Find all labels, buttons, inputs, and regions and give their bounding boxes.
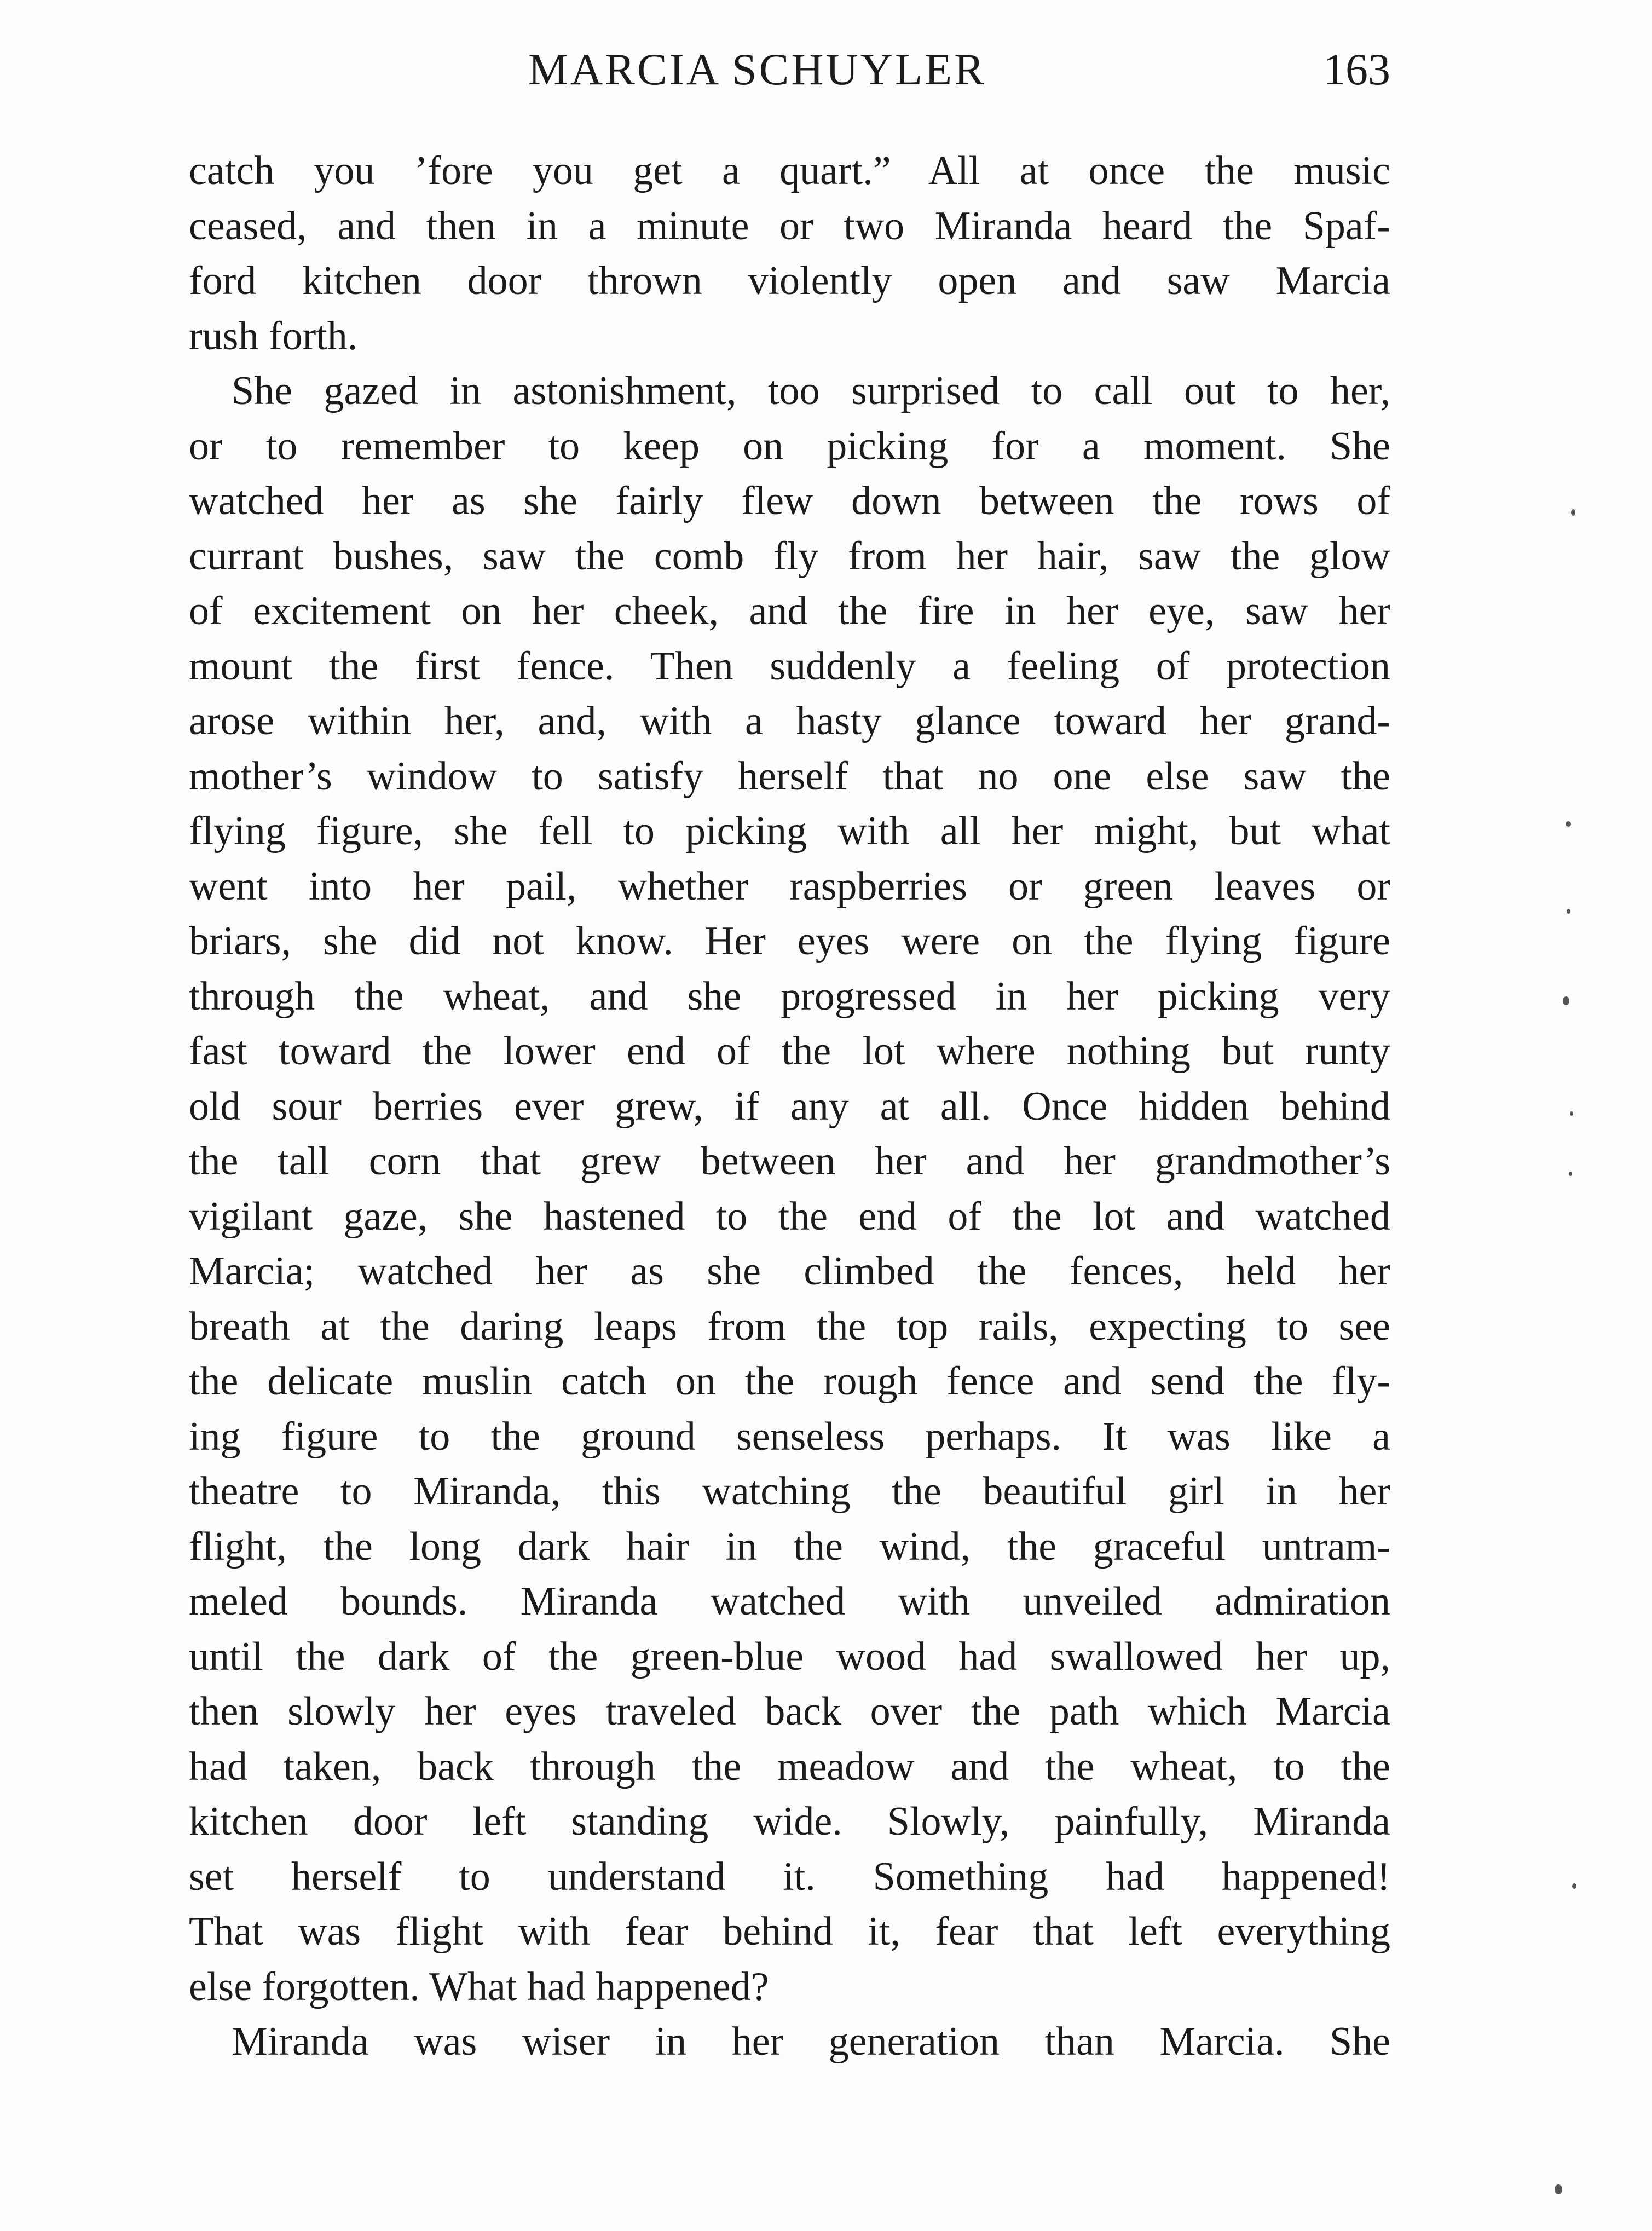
- scan-speck: [1572, 1883, 1576, 1889]
- text-line: had taken, back through the meadow and the wheat, to the: [189, 1744, 1390, 1789]
- text-line: briars, she did not know. Her eyes were on the flying figure: [189, 919, 1390, 964]
- text-line: the tall corn that grew between her and her grandmother’s: [189, 1139, 1390, 1184]
- text-line: catch you ’fore you get a quart.” All at once the music: [189, 148, 1390, 193]
- text-line: through the wheat, and she progressed in her picking very: [189, 973, 1390, 1019]
- text-line: the delicate muslin catch on the rough fence and send the fly-: [189, 1359, 1390, 1404]
- text-line: of excitement on her cheek, and the fire in her eye, saw her: [189, 589, 1390, 633]
- text-line: That was flight with fear behind it, fear that left everything: [189, 1909, 1390, 1954]
- text-line: arose within her, and, with a hasty glance toward her grand-: [189, 699, 1390, 743]
- text-line: theatre to Miranda, this watching the beautiful girl in her: [189, 1469, 1390, 1514]
- text-line: fast toward the lower end of the lot where nothing but runty: [189, 1029, 1390, 1074]
- text-line: Marcia; watched her as she climbed the fences, held her: [189, 1249, 1390, 1294]
- text-line: vigilant gaze, she hastened to the end of the lot and watched: [189, 1194, 1390, 1239]
- text-line: mother’s window to satisfy herself that no one else saw the: [189, 753, 1390, 799]
- text-line: ceased, and then in a minute or two Miranda heard the Spaf-: [189, 203, 1390, 249]
- scan-speck: [1569, 1172, 1572, 1176]
- text-line: rush forth.: [189, 313, 358, 359]
- text-line: meled bounds. Miranda watched with unveiled admiration: [189, 1579, 1390, 1624]
- text-line: flying figure, she fell to picking with all her might, but what: [189, 809, 1390, 854]
- scan-speck: [1555, 2184, 1562, 2194]
- text-line: ford kitchen door thrown violently open and saw Marcia: [189, 258, 1390, 303]
- text-line: kitchen door left standing wide. Slowly, painfully, Miranda: [189, 1799, 1390, 1844]
- running-title: MARCIA SCHUYLER: [528, 44, 986, 94]
- scan-speck: [1566, 821, 1571, 827]
- text-line: flight, the long dark hair in the wind, the graceful untram-: [189, 1524, 1390, 1569]
- scan-speck: [1567, 909, 1570, 914]
- running-head: [189, 39, 1390, 100]
- text-line: currant bushes, saw the comb fly from her hair, saw the glow: [189, 533, 1390, 579]
- text-line: then slowly her eyes traveled back over the path which Marcia: [189, 1689, 1390, 1734]
- body-text: [189, 143, 1390, 2069]
- text-line: She gazed in astonishment, too surprised to call out to her,: [232, 368, 1390, 413]
- text-line: watched her as she fairly flew down between the rows of: [189, 479, 1390, 523]
- text-line: old sour berries ever grew, if any at all. Once hidden behind: [189, 1083, 1390, 1129]
- text-line: breath at the daring leaps from the top rails, expecting to see: [189, 1304, 1390, 1349]
- scan-speck: [1570, 1111, 1573, 1116]
- scan-speck: [1571, 509, 1575, 516]
- page-number: 163: [1323, 44, 1390, 94]
- text-line: mount the first fence. Then suddenly a feeling of protection: [189, 643, 1390, 689]
- text-line: ing figure to the ground senseless perhaps. It was like a: [189, 1414, 1390, 1459]
- text-line: Miranda was wiser in her generation than Marcia. She: [232, 2019, 1390, 2064]
- text-line: went into her pail, whether raspberries or green leaves or: [189, 863, 1390, 909]
- text-line: set herself to understand it. Something had happened!: [189, 1854, 1390, 1899]
- text-line: or to remember to keep on picking for a moment. She: [189, 423, 1390, 469]
- scan-speck: [1563, 996, 1569, 1005]
- text-line: else forgotten. What had happened?: [189, 1964, 769, 2009]
- text-line: until the dark of the green-blue wood had swallowed her up,: [189, 1634, 1390, 1679]
